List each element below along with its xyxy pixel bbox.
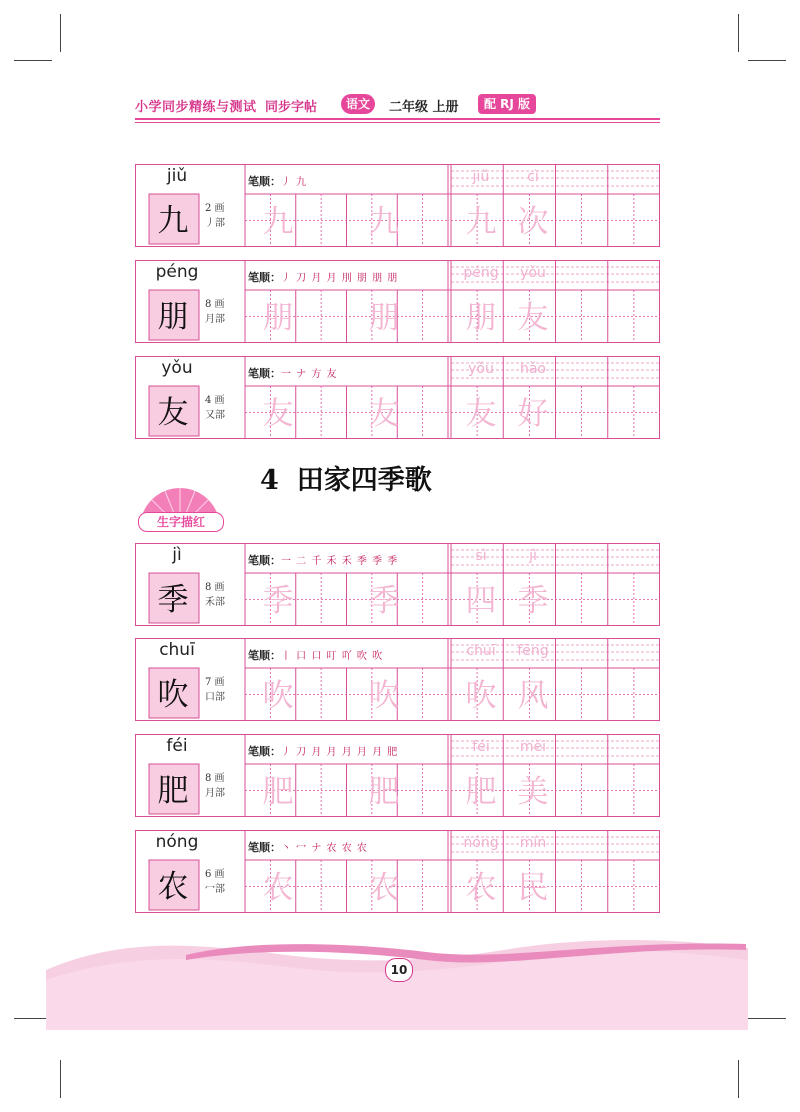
model-character: 友: [157, 395, 189, 431]
section-badge: 生字描红: [138, 512, 224, 532]
trace-character[interactable]: 朋: [368, 300, 400, 336]
trace-character[interactable]: 朋: [262, 300, 294, 336]
lesson-name: 田家四季歌: [296, 465, 432, 496]
stroke-count: 6 画: [205, 869, 225, 880]
trace-character[interactable]: 吹: [368, 678, 400, 714]
stroke-order: [248, 269, 398, 285]
edition-badge: 配 RJ 版: [478, 94, 536, 114]
practice-row: [135, 638, 660, 721]
stroke-order-sequence: 丿 刀 月 月 刖 朋 朋 朋: [281, 273, 399, 284]
lesson-number: 4: [260, 465, 279, 496]
word-pinyin: féi: [472, 739, 490, 755]
crop-mark: [60, 1060, 61, 1098]
stroke-order-label: 笔顺：: [248, 271, 281, 284]
radical-label: 又部: [205, 410, 225, 421]
stroke-order-sequence: 一 ナ 方 友: [281, 369, 338, 380]
practice-row: [135, 734, 660, 817]
stroke-count: 8 画: [205, 773, 225, 784]
stroke-count: 7 画: [205, 677, 225, 688]
word-pinyin: mín: [519, 835, 547, 851]
stroke-count: 8 画: [205, 582, 225, 593]
subject-badge: 语文: [341, 94, 375, 114]
word-trace-character[interactable]: 友: [465, 396, 497, 432]
stroke-order-label: 笔顺：: [248, 554, 281, 567]
practice-row: [135, 543, 660, 626]
stroke-order-sequence: 一 二 千 禾 禾 季 季 季: [281, 556, 399, 567]
word-trace-character[interactable]: 季: [517, 583, 549, 619]
practice-row: [135, 356, 660, 439]
char-pinyin: jì: [172, 545, 182, 565]
word-pinyin: chuī: [466, 643, 496, 659]
model-character: 朋: [157, 299, 189, 335]
char-pinyin: féi: [166, 736, 188, 756]
trace-character[interactable]: 农: [368, 870, 400, 906]
char-pinyin: péng: [155, 262, 199, 282]
stroke-order-sequence: 丿 九: [281, 177, 308, 188]
trace-character[interactable]: 季: [262, 583, 294, 619]
radical-label: 月部: [205, 788, 225, 799]
trace-character[interactable]: 农: [262, 870, 294, 906]
stroke-order: [248, 743, 398, 759]
word-trace-character[interactable]: 民: [517, 870, 549, 906]
word-pinyin: hǎo: [519, 361, 547, 377]
trace-character[interactable]: 九: [368, 204, 400, 240]
stroke-order: [248, 552, 398, 568]
trace-character[interactable]: 吹: [262, 678, 294, 714]
word-pinyin: yǒu: [468, 361, 494, 377]
stroke-order: [248, 647, 383, 663]
practice-row: [135, 830, 660, 913]
model-character: 肥: [157, 773, 189, 809]
char-pinyin: yǒu: [161, 358, 193, 378]
radical-label: 禾部: [205, 597, 225, 608]
stroke-order-sequence: 丨 口 口 叮 吖 吹 吹: [281, 651, 384, 662]
model-character: 季: [157, 582, 189, 618]
word-pinyin: jì: [529, 548, 537, 564]
trace-character[interactable]: 九: [262, 204, 294, 240]
word-trace-character[interactable]: 肥: [465, 774, 497, 810]
crop-mark: [738, 14, 739, 52]
word-pinyin: cì: [527, 169, 539, 185]
word-trace-character[interactable]: 美: [517, 774, 549, 810]
grade-label: 二年级 上册: [389, 100, 459, 115]
word-pinyin: sì: [475, 548, 487, 564]
word-pinyin: péng: [463, 265, 499, 281]
stroke-order-label: 笔顺：: [248, 367, 281, 380]
word-trace-character[interactable]: 好: [517, 396, 549, 432]
trace-character[interactable]: 肥: [262, 774, 294, 810]
word-pinyin: nóng: [463, 835, 499, 851]
word-trace-character[interactable]: 次: [517, 204, 549, 240]
header-rule: [135, 118, 660, 120]
crop-mark: [738, 1060, 739, 1098]
char-pinyin: chuī: [159, 640, 195, 660]
stroke-count: 2 画: [205, 203, 225, 214]
word-trace-character[interactable]: 吹: [465, 678, 497, 714]
radical-label: 冖部: [205, 884, 225, 895]
book-type: 同步字帖: [265, 100, 318, 115]
stroke-count: 8 画: [205, 299, 225, 310]
crop-mark: [60, 14, 61, 52]
stroke-order: [248, 365, 338, 381]
word-trace-character[interactable]: 九: [465, 204, 497, 240]
model-character: 农: [157, 869, 189, 905]
trace-character[interactable]: 友: [262, 396, 294, 432]
char-pinyin: jiǔ: [166, 166, 188, 186]
stroke-order-label: 笔顺：: [248, 175, 281, 188]
page-number: 10: [385, 958, 413, 982]
char-pinyin: nóng: [155, 832, 199, 852]
page-header: [135, 94, 660, 118]
model-character: 吹: [157, 677, 189, 713]
stroke-order-sequence: 丿 刀 月 月 月 月 月 肥: [281, 747, 399, 758]
stroke-order-sequence: 丶 冖 ナ 农 农 农: [281, 843, 368, 854]
series-title: 小学同步精练与测试: [135, 100, 257, 115]
stroke-order-label: 笔顺：: [248, 649, 281, 662]
trace-character[interactable]: 肥: [368, 774, 400, 810]
word-trace-character[interactable]: 友: [517, 300, 549, 336]
stroke-order-label: 笔顺：: [248, 841, 281, 854]
crop-mark: [748, 1018, 786, 1019]
word-trace-character[interactable]: 四: [465, 583, 497, 619]
trace-character[interactable]: 季: [368, 583, 400, 619]
practice-row: [135, 260, 660, 343]
stroke-order: [248, 839, 368, 855]
practice-row: [135, 164, 660, 247]
stroke-order-label: 笔顺：: [248, 745, 281, 758]
word-pinyin: jiǔ: [472, 169, 490, 185]
word-trace-character[interactable]: 农: [465, 870, 497, 906]
lesson-title: [260, 458, 540, 498]
model-character: 九: [157, 203, 189, 239]
trace-character[interactable]: 友: [368, 396, 400, 432]
word-pinyin: měi: [519, 739, 547, 755]
radical-label: 口部: [205, 692, 225, 703]
radical-label: 丿部: [205, 218, 225, 229]
crop-mark: [14, 60, 52, 61]
word-trace-character[interactable]: 风: [517, 678, 549, 714]
word-trace-character[interactable]: 朋: [465, 300, 497, 336]
stroke-count: 4 画: [205, 395, 225, 406]
crop-mark: [748, 60, 786, 61]
stroke-order: [248, 173, 307, 189]
word-pinyin: fēng: [517, 643, 549, 659]
header-rule-thin: [135, 122, 660, 123]
word-pinyin: yǒu: [520, 265, 546, 281]
radical-label: 月部: [205, 314, 225, 325]
